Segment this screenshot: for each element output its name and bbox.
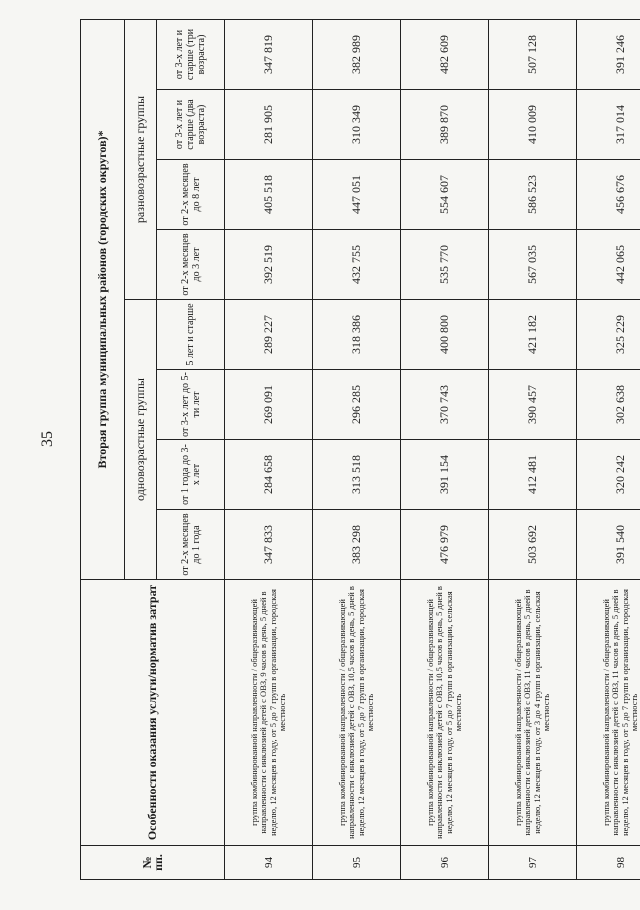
- cell-value: 442 065: [577, 230, 640, 300]
- cell-value: 391 154: [401, 440, 489, 510]
- cell-value: 390 457: [489, 370, 577, 440]
- cell-value: 269 091: [225, 370, 313, 440]
- cell-value: 302 638: [577, 370, 640, 440]
- cell-value: 392 519: [225, 230, 313, 300]
- cell-value: 456 676: [577, 160, 640, 230]
- row-number: 98: [577, 846, 640, 880]
- row-description: группа комбинированной направленности / общеразвивающей направленности с инклюзией детей с ОВЗ, 11 часов в день, 5 дней в неделю, 12 месяцев в году, от 5 до 7 групп в организации, городская местность: [577, 580, 640, 846]
- header-mixed-age: разновозрастные группы: [125, 19, 157, 299]
- cell-value: 296 285: [313, 370, 401, 440]
- cell-value: 405 518: [225, 160, 313, 230]
- row-number: 95: [313, 846, 401, 880]
- table-row: [577, 19, 640, 879]
- row-description: группа комбинированной направленности / общеразвивающей направленности с инклюзией детей с ОВЗ, 10,5 часов в день, 5 дней в неделю, 12 месяцев в году, от 5 до 7 групп в организации, городская местность: [313, 580, 401, 846]
- cell-value: 410 009: [489, 90, 577, 160]
- row-description: группа комбинированной направленности / общеразвивающей направленности с инклюзией детей с ОВЗ, 10,5 часов в день, 5 дней в неделю, 12 месяцев в году, от 5 до 7 групп в организации, сельская местность: [401, 580, 489, 846]
- cell-value: 554 607: [401, 160, 489, 230]
- cell-value: 284 658: [225, 440, 313, 510]
- table-row: [401, 19, 489, 879]
- cell-value: 281 905: [225, 90, 313, 160]
- header-col: от 2-х месяцев до 3 лет: [157, 230, 225, 300]
- cell-value: 310 349: [313, 90, 401, 160]
- header-group-title: Вторая группа муниципальных районов (городских округов)*: [81, 19, 125, 579]
- table-row: [489, 19, 577, 879]
- row-description: группа комбинированной направленности / общеразвивающей направленности с инклюзией детей с ОВЗ, 9 часов в день, 5 дней в неделю, 12 месяцев в году, от 5 до 7 групп в организации, городская местность: [225, 580, 313, 846]
- cell-value: 507 128: [489, 19, 577, 89]
- cell-value: 383 298: [313, 510, 401, 580]
- cell-value: 325 229: [577, 300, 640, 370]
- header-description: Особенности оказания услуги/норматив затрат: [81, 580, 225, 846]
- cell-value: 382 989: [313, 19, 401, 89]
- header-num: № пп.: [81, 846, 225, 880]
- table-row: [313, 19, 401, 879]
- cell-value: 317 014: [577, 90, 640, 160]
- cell-value: 289 227: [225, 300, 313, 370]
- cell-value: 370 743: [401, 370, 489, 440]
- cell-value: 567 035: [489, 230, 577, 300]
- cell-value: 447 051: [313, 160, 401, 230]
- header-col: 5 лет и старше: [157, 300, 225, 370]
- cell-value: 503 692: [489, 510, 577, 580]
- cell-value: 432 755: [313, 230, 401, 300]
- header-col: от 3-х лет до 5-ти лет: [157, 370, 225, 440]
- cell-value: 320 242: [577, 440, 640, 510]
- row-number: 97: [489, 846, 577, 880]
- row-number: 96: [401, 846, 489, 880]
- cell-value: 476 979: [401, 510, 489, 580]
- cell-value: 412 481: [489, 440, 577, 510]
- header-col: от 3-х лет и старше (два возраста): [157, 90, 225, 160]
- row-description: группа комбинированной направленности / общеразвивающей направленности с инклюзией детей с ОВЗ, 11 часов в день, 5 дней в неделю, 12 месяцев в году, от 3 до 4 групп в организации, сельская местность: [489, 580, 577, 846]
- cell-value: 391 540: [577, 510, 640, 580]
- header-col: от 3-х лет и старше (три возраста): [157, 19, 225, 89]
- header-col: от 2-х месяцев до 8 лет: [157, 160, 225, 230]
- cell-value: 389 870: [401, 90, 489, 160]
- cell-value: 313 518: [313, 440, 401, 510]
- cell-value: 535 770: [401, 230, 489, 300]
- cell-value: 318 386: [313, 300, 401, 370]
- rotated-table-wrapper: [80, 20, 640, 880]
- cell-value: 482 609: [401, 19, 489, 89]
- row-number: 94: [225, 846, 313, 880]
- page-number: 35: [39, 431, 56, 447]
- header-same-age: одновозрастные группы: [125, 300, 157, 580]
- cell-value: 586 523: [489, 160, 577, 230]
- header-col: от 2-х месяцев до 1 года: [157, 510, 225, 580]
- cost-norms-table: [80, 19, 640, 880]
- cell-value: 391 246: [577, 19, 640, 89]
- cell-value: 347 833: [225, 510, 313, 580]
- cell-value: 421 182: [489, 300, 577, 370]
- cell-value: 347 819: [225, 19, 313, 89]
- cell-value: 400 800: [401, 300, 489, 370]
- table-row: [225, 19, 313, 879]
- header-col: от 1 года до 3-х лет: [157, 440, 225, 510]
